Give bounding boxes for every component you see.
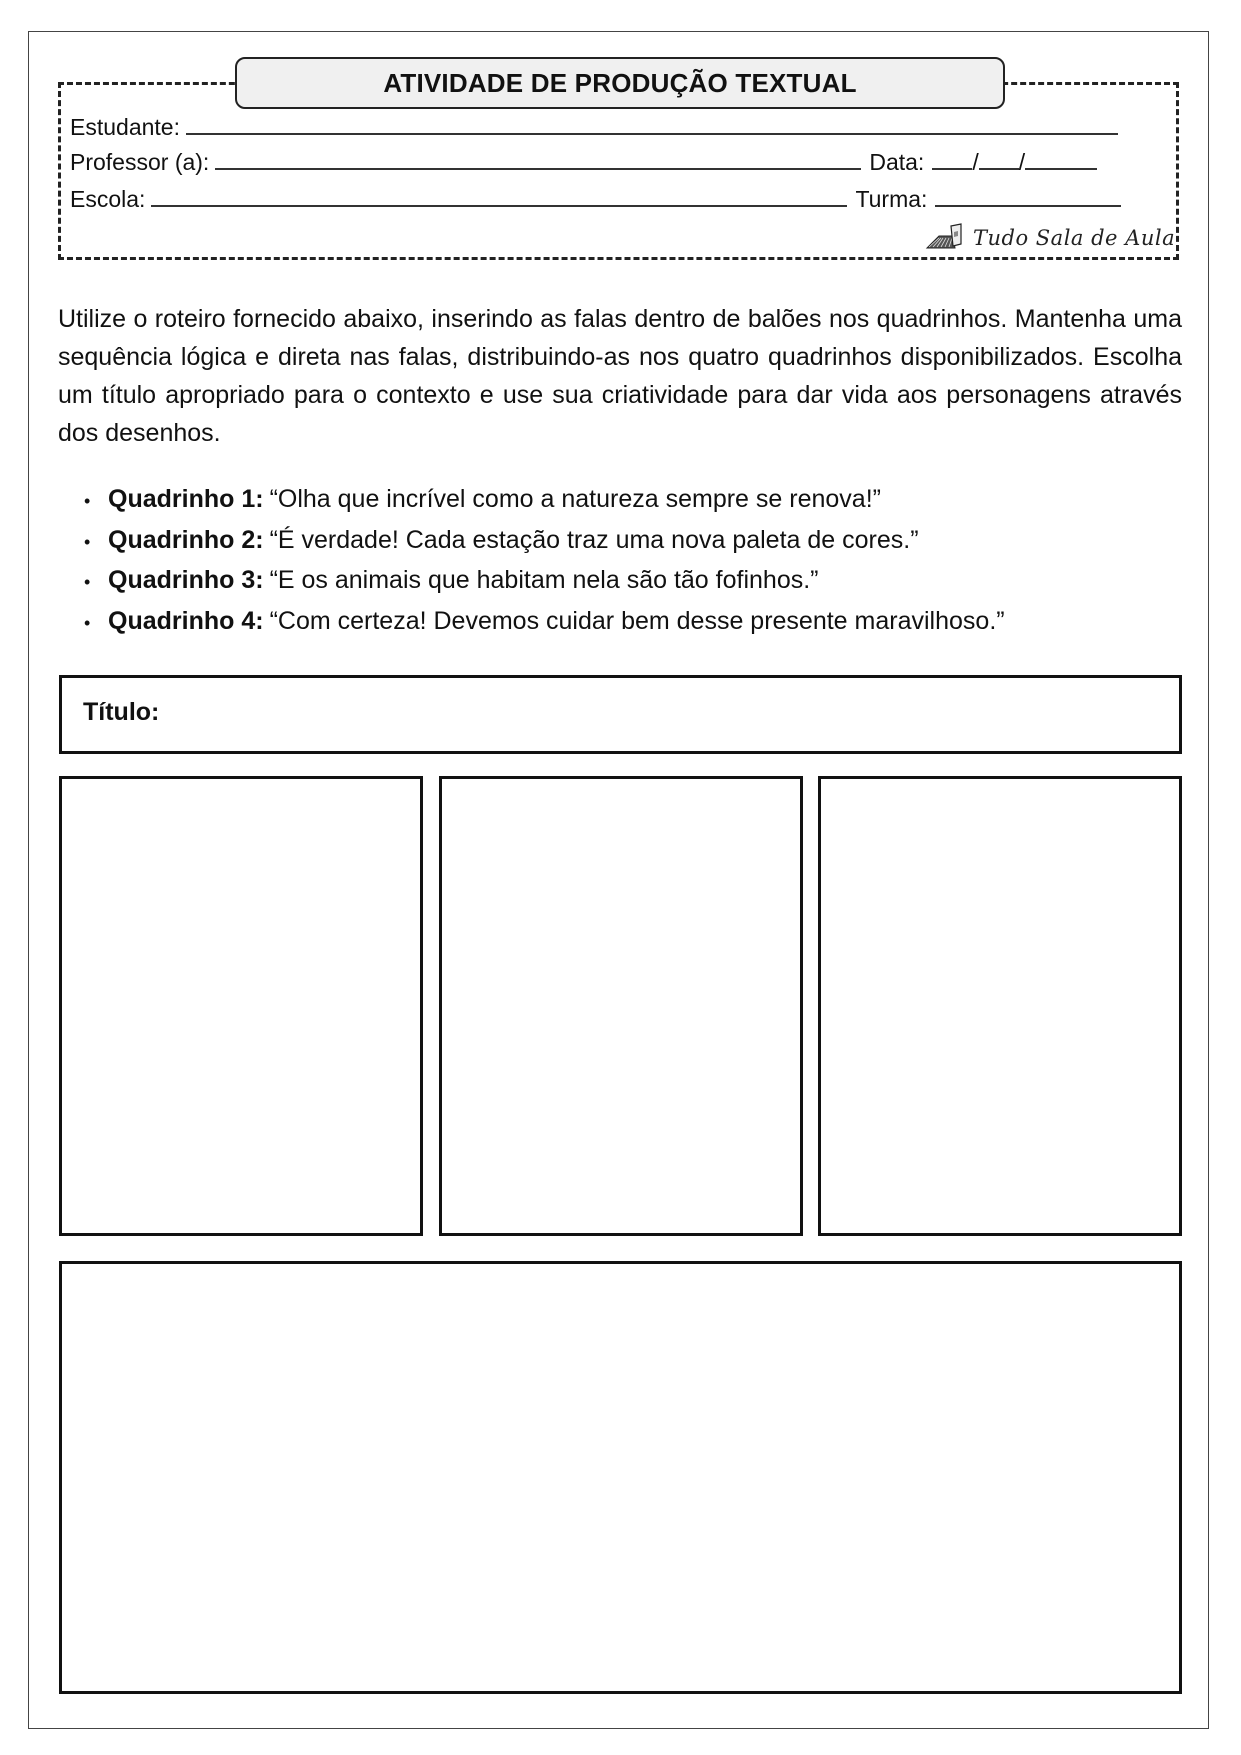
bullet-icon: • (84, 491, 91, 511)
script-item (74, 480, 1005, 521)
date-month-line[interactable] (979, 148, 1019, 170)
activity-title (235, 57, 1005, 109)
class-label: Turma: (855, 186, 928, 212)
comic-title-label: Título: (83, 698, 160, 726)
activity-title-text: ATIVIDADE DE PRODUÇÃO TEXTUAL (383, 67, 857, 98)
brand-logo (925, 222, 1175, 250)
script-item-label: Quadrinho 1: (108, 485, 264, 513)
date-year-line[interactable] (1025, 148, 1097, 170)
script-item-line: “Olha que incrível como a natureza sempre se renova!” (269, 485, 881, 513)
book-icon (925, 222, 969, 250)
bullet-icon: • (84, 612, 91, 633)
script-item (74, 602, 1005, 643)
script-item-line: “E os animais que habitam nela são tão fofinhos.” (269, 566, 819, 594)
comic-panel-4[interactable] (59, 1261, 1182, 1694)
instructions-paragraph: Utilize o roteiro fornecido abaixo, inserindo as falas dentro de balões nos quadrinhos. Mantenha uma sequência lógica e direta nas falas, distribuindo-as nos quatro quadrinhos disponibilizados. Escolha um título apropriado para o contexto e use sua criatividade para dar vida aos personagens através dos desenhos. (58, 305, 1182, 447)
date-input[interactable] (932, 148, 1097, 176)
teacher-input-line[interactable] (215, 148, 861, 170)
school-label: Escola: (70, 186, 146, 212)
student-label: Estudante: (70, 114, 180, 140)
student-field (70, 113, 1118, 141)
script-item-label: Quadrinho 4: (108, 606, 264, 635)
comic-panel-1[interactable] (59, 776, 423, 1236)
date-day-line[interactable] (932, 148, 972, 170)
teacher-field (70, 148, 1097, 176)
script-item-line: “É verdade! Cada estação traz uma nova paleta de cores.” (269, 525, 919, 554)
school-input-line[interactable] (151, 185, 847, 207)
bullet-icon: • (84, 531, 91, 552)
comic-panel-3[interactable] (818, 776, 1182, 1236)
script-item (74, 521, 1005, 562)
comic-title-box[interactable] (59, 675, 1182, 754)
student-input-line[interactable] (186, 113, 1118, 135)
school-field (70, 185, 1121, 213)
logo-text: Tudo Sala de Aula (973, 226, 1176, 250)
script-item-line: “Com certeza! Devemos cuidar bem desse presente maravilhoso.” (269, 606, 1005, 635)
script-item-label: Quadrinho 2: (108, 525, 264, 554)
comic-panel-2[interactable] (439, 776, 803, 1236)
class-input-line[interactable] (935, 185, 1121, 207)
date-label: Data: (869, 149, 925, 175)
date-separator: / (1018, 149, 1026, 175)
script-item (74, 561, 1005, 602)
date-separator: / (972, 149, 979, 175)
teacher-label: Professor (a): (70, 149, 210, 175)
script-item-label: Quadrinho 3: (108, 566, 264, 594)
bullet-icon: • (84, 572, 91, 592)
dialogue-script-list (74, 480, 1005, 642)
